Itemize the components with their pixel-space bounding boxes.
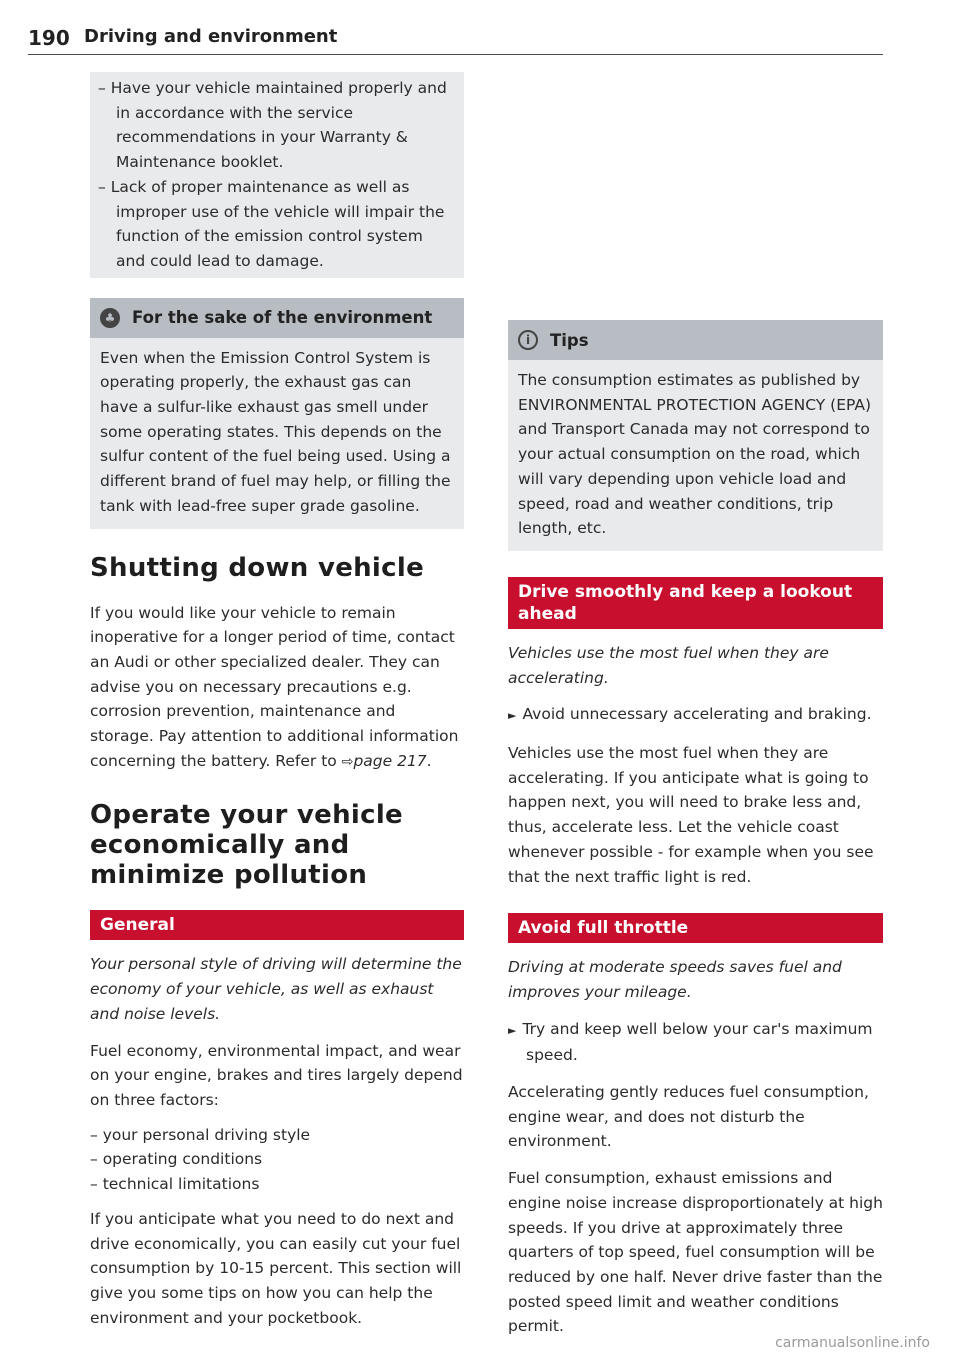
environment-note-header: [90, 298, 464, 338]
general-intro: Your personal style of driving will determine the economy of your vehicle, as well as exhaust and noise levels.: [90, 955, 462, 1023]
environment-note-title: For the sake of the environment: [132, 308, 433, 328]
tips-note-title: Tips: [550, 330, 589, 350]
right-column: [508, 320, 883, 1339]
anticipate-body: If you anticipate what you need to do next and drive economically, you can easily cut your fuel consumption by 10-15 percent. This section will give you some tips on how you can help the environment and your pocketbook.: [90, 1209, 462, 1327]
chapter-title: Driving and environment: [84, 26, 338, 47]
environment-note-body: Even when the Emission Control System is operating properly, the exhaust gas can have a sulfur-like exhaust gas smell under some operating states. This depends on the sulfur content of the fuel being used. Using a different brand of fuel may help, or filling the tank with lead-free super grade gasoline.: [90, 338, 464, 529]
drive-smoothly-bar: Drive smoothly and keep a lookout ahead: [508, 577, 883, 629]
drive-intro: Vehicles use the most fuel when they are accelerating.: [508, 643, 829, 687]
throttle-body-2: Fuel consumption, exhaust emissions and engine noise increase disproportionately at high speeds. If you drive at approximately three quarters of top speed, fuel consumption will be reduced by one half. Never drive faster than the posted speed limit and weather conditions permit.: [508, 1169, 883, 1336]
page-ref-link[interactable]: page 217: [353, 751, 427, 770]
list-item: – Lack of proper maintenance as well as improper use of the vehicle will impair the function of the emission control system and could lead to damage.: [98, 177, 445, 270]
tips-note-body: The consumption estimates as published by ENVIRONMENTAL PROTECTION AGENCY (EPA) and Transport Canada may not correspond to your actual consumption on the road, which will vary depending upon vehicle load and speed, road and weather conditions, trip length, etc.: [508, 360, 883, 551]
throttle-body-1: Accelerating gently reduces fuel consumption, engine wear, and does not disturb the environment.: [508, 1083, 869, 1151]
list-item: – operating conditions: [90, 1150, 263, 1169]
general-section-bar: General: [90, 910, 464, 940]
list-item: – technical limitations: [90, 1175, 260, 1194]
shutdown-body: If you would like your vehicle to remain inoperative for a longer period of time, contact an Audi or other specialized dealer. They can advise you on necessary precautions e.g. corrosion prevention, maintenance and storage. Pay attention to additional information concerning the battery. Refer to ⇨page 217.: [90, 603, 459, 770]
left-column: [90, 72, 464, 1330]
throttle-intro: Driving at moderate speeds saves fuel and improves your mileage.: [508, 958, 842, 1001]
maintenance-list: [98, 76, 456, 274]
watermark: carmanualsonline.info: [775, 1335, 930, 1351]
environment-icon: ♣: [100, 308, 120, 328]
general-body: Fuel economy, environmental impact, and wear on your engine, brakes and tires largely depend on three factors:: [90, 1041, 463, 1109]
shutdown-heading: Shutting down vehicle: [90, 552, 425, 583]
tips-note-header: [508, 320, 883, 360]
maintenance-box: [90, 72, 464, 278]
drive-body: Vehicles use the most fuel when they are accelerating. If you anticipate what is going to happen next, you will need to brake less and, thus, accelerate less. Let the vehicle coast whenever possible - for example when you see that the next traffic light is red.: [508, 744, 874, 886]
page-header: [28, 22, 883, 55]
operate-heading: Operate your vehicle economically and minimize pollution: [90, 800, 403, 891]
drive-step: ► Avoid unnecessary accelerating and braking.: [508, 705, 872, 724]
page-number: 190: [28, 26, 70, 50]
tips-note: [508, 320, 883, 551]
list-item: – Have your vehicle maintained properly and in accordance with the service recommendations in your Warranty & Maintenance booklet.: [98, 79, 447, 172]
page-ref-arrow-icon: ⇨: [341, 753, 354, 770]
triangle-bullet-icon: ►: [508, 709, 517, 723]
list-item: – your personal driving style: [90, 1125, 311, 1144]
triangle-bullet-icon: ►: [508, 1023, 517, 1037]
throttle-step: ► Try and keep well below your car's maximum speed.: [508, 1019, 873, 1065]
full-throttle-bar: Avoid full throttle: [508, 913, 883, 943]
environment-note: [90, 298, 464, 529]
factors-list: [90, 1123, 464, 1197]
info-icon: i: [518, 330, 538, 350]
